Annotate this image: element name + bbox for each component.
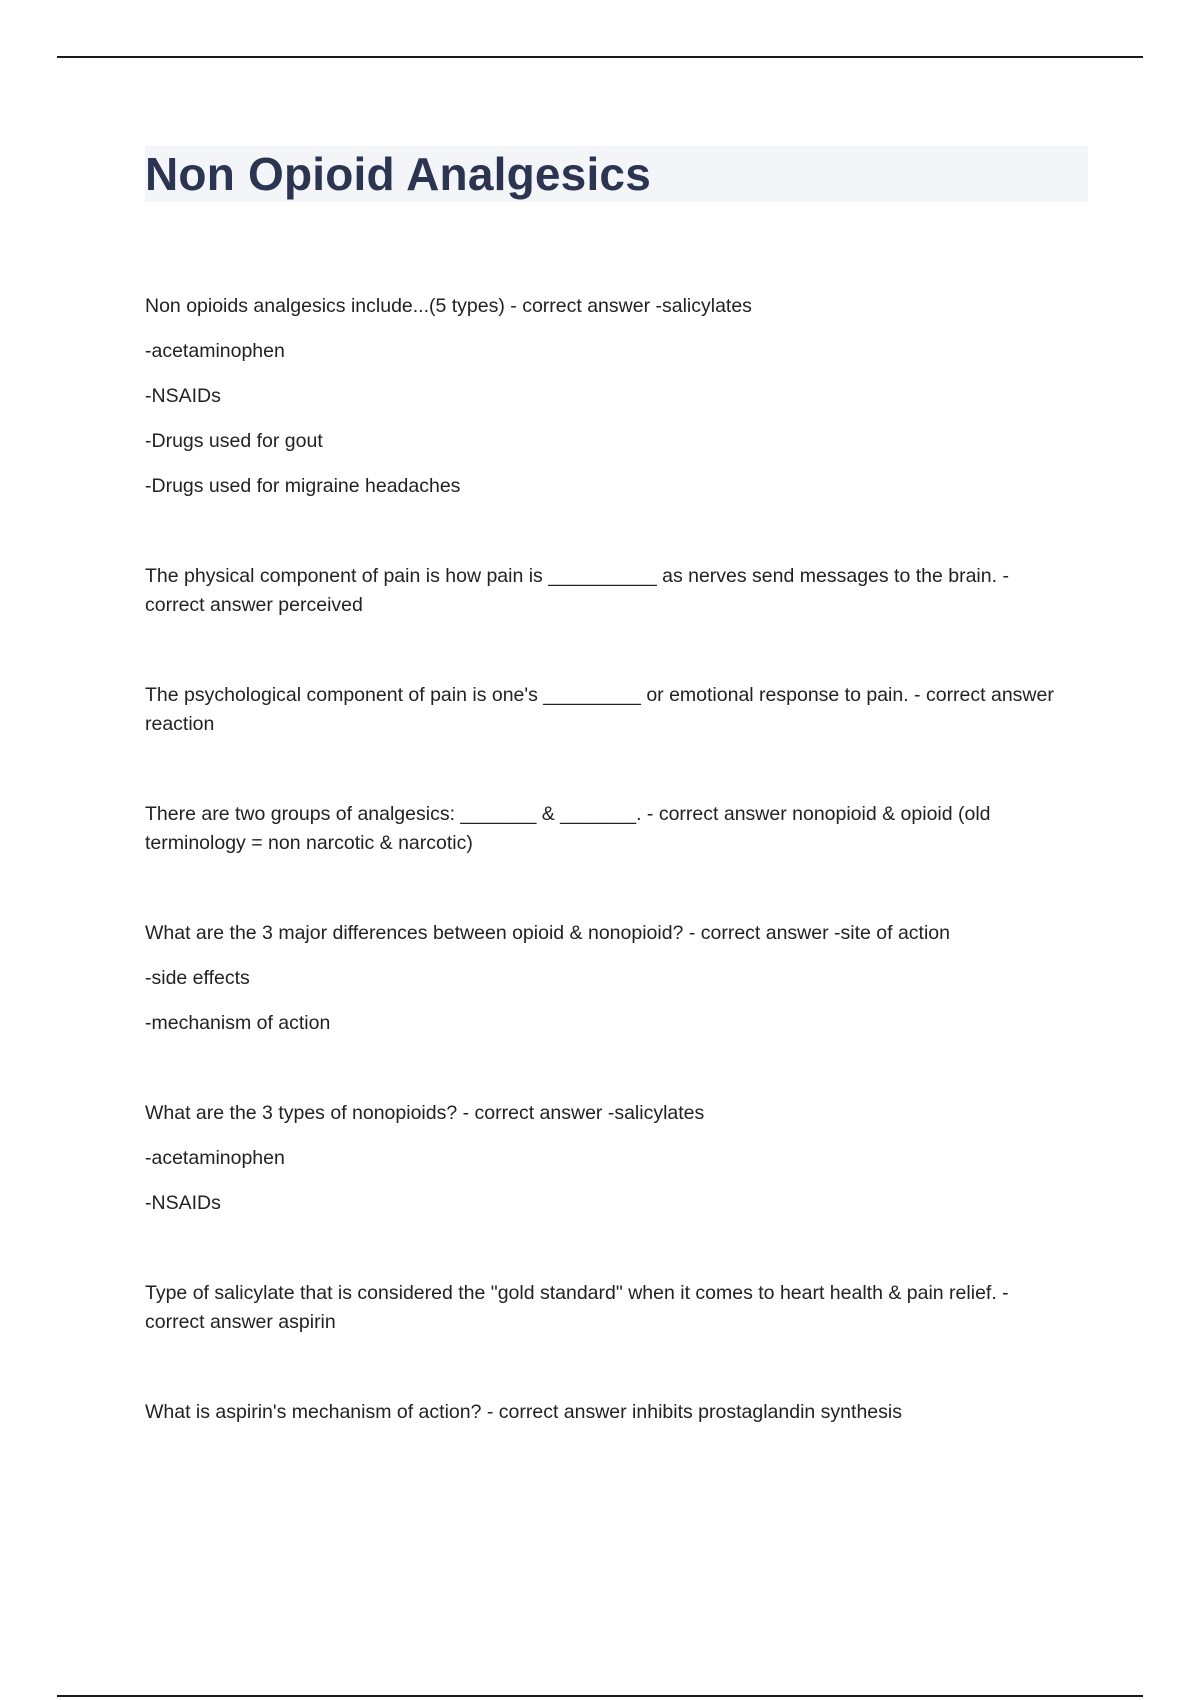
qa-item-2 (145, 562, 1065, 620)
qa-line: The psychological component of pain is one's _________ or emotional response to pain. - correct answer reaction (145, 684, 1054, 735)
qa-line: There are two groups of analgesics: _______ & _______. - correct answer nonopioid & opioid (old terminology = non narcotic & narcotic) (145, 803, 991, 854)
qa-line: -acetaminophen (145, 340, 285, 362)
qa-line: -NSAIDs (145, 1192, 221, 1214)
document-body (145, 292, 1065, 1488)
qa-line: What are the 3 types of nonopioids? - correct answer -salicylates (145, 1102, 705, 1124)
qa-line: What are the 3 major differences between opioid & nonopioid? - correct answer -site of action (145, 922, 950, 944)
qa-item-5 (145, 919, 1065, 1038)
qa-line: -side effects (145, 967, 250, 989)
qa-line: -acetaminophen (145, 1147, 285, 1169)
qa-item-8 (145, 1398, 1065, 1427)
qa-line: The physical component of pain is how pain is __________ as nerves send messages to the brain. - correct answer perceived (145, 565, 1009, 616)
bottom-rule (57, 1695, 1143, 1697)
qa-item-3 (145, 681, 1065, 739)
qa-line: Type of salicylate that is considered the "gold standard" when it comes to heart health & pain relief. - correct answer aspirin (145, 1282, 1009, 1333)
top-rule (57, 56, 1143, 58)
qa-line: Non opioids analgesics include...(5 types) - correct answer -salicylates (145, 295, 752, 317)
qa-line: -Drugs used for migraine headaches (145, 475, 461, 497)
qa-line: What is aspirin's mechanism of action? - correct answer inhibits prostaglandin synthesis (145, 1401, 902, 1423)
qa-line: -mechanism of action (145, 1012, 331, 1034)
qa-line: -Drugs used for gout (145, 430, 323, 452)
qa-item-6 (145, 1099, 1065, 1218)
qa-item-1 (145, 292, 1065, 501)
qa-line: -NSAIDs (145, 385, 221, 407)
page-title: Non Opioid Analgesics (145, 148, 651, 200)
qa-item-4 (145, 800, 1065, 858)
qa-item-7 (145, 1279, 1065, 1337)
